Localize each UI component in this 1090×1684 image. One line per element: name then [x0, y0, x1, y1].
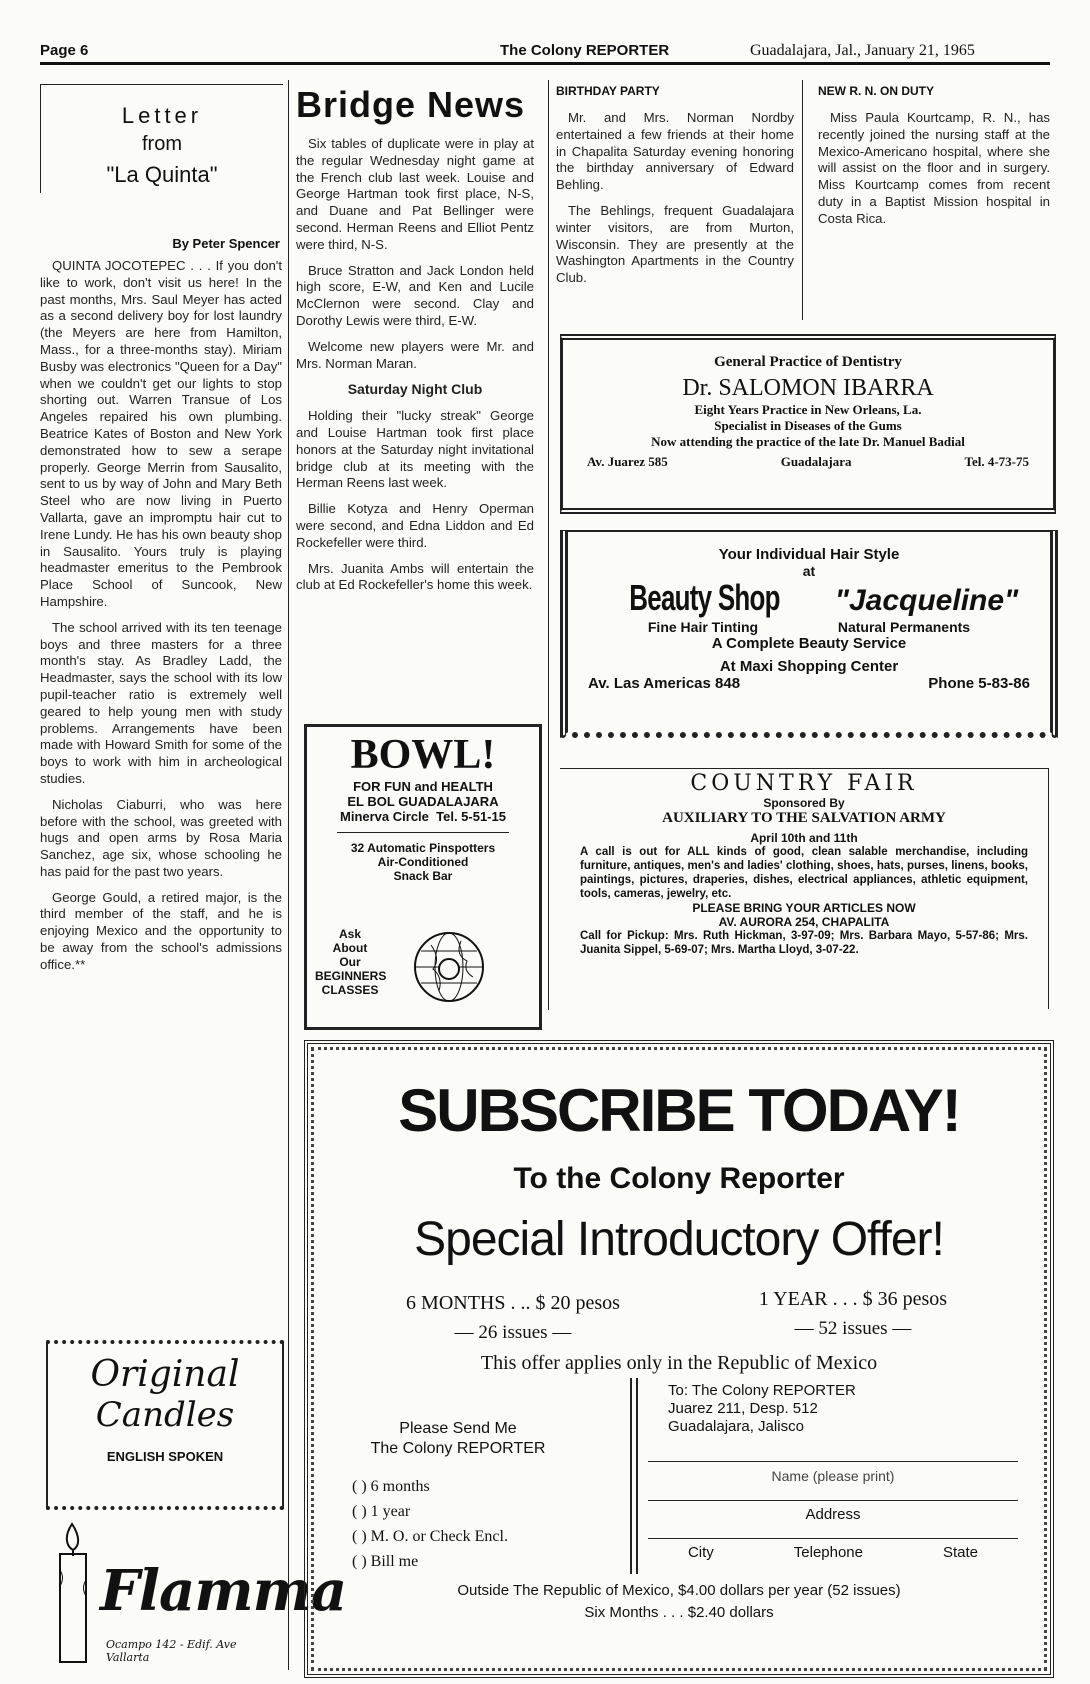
- birthday-title: BIRTHDAY PARTY: [556, 84, 660, 98]
- beauty-center: At Maxi Shopping Center: [719, 658, 899, 675]
- beauty-perms: Natural Permanents: [837, 619, 971, 635]
- beauty-tinting: Fine Hair Tinting: [647, 619, 759, 635]
- candles-ad: [46, 1340, 284, 1510]
- subscribe-applies: This offer applies only in the Republic of Mexico: [480, 1352, 878, 1374]
- dateline: Guadalajara, Jal., January 21, 1965: [750, 42, 975, 59]
- bowl-title: BOWL!: [350, 732, 496, 778]
- birthday-paragraph: Mr. and Mrs. Norman Nordby entertained a few friends at their home in Chapalita Saturday evening honoring the birthday anniversary of Edward Behling.: [556, 110, 794, 193]
- option-six-months[interactable]: ( ) 6 months: [352, 1478, 430, 1495]
- subscribe-to: To the Colony Reporter: [513, 1162, 845, 1195]
- fair-pickup: Call for Pickup: Mrs. Ruth Hickman, 3-97-09; Mrs. Barbara Mayo, 5-57-86; Mrs. Juanita Sippel, 5-69-07; Mrs. Martha Lloyd, 3-07-22.: [580, 930, 1028, 956]
- dentist-ad: [560, 334, 1056, 514]
- bridge-title: Bridge News: [296, 84, 526, 125]
- bowl-phone: Tel. 5-51-15: [436, 809, 506, 824]
- letter-headline-box: [40, 84, 283, 193]
- subscribe-offer: Special Introductory Offer!: [414, 1213, 944, 1266]
- please-send-paper: The Colony REPORTER: [370, 1440, 546, 1457]
- city-line: [648, 1538, 1018, 1539]
- subscription-options: [352, 1474, 508, 1574]
- fair-auxiliary: AUXILIARY TO THE SALVATION ARMY: [662, 810, 946, 826]
- outside-six-months: Six Months . . . $2.40 dollars: [584, 1604, 774, 1621]
- beauty-at: at: [802, 563, 816, 579]
- candles-line2: Candles: [95, 1395, 235, 1435]
- bridge-paragraph: Billie Kotyza and Henry Operman were second, and Edna Liddon and Ed Rockefeller were third.: [296, 501, 534, 550]
- fair-sponsored: Sponsored By: [763, 796, 845, 810]
- form-divider: [630, 1378, 638, 1574]
- column-rule: [802, 80, 803, 320]
- letter-paragraph: QUINTA JOCOTEPEC . . . If you don't like to work, don't visit us here! In the past months, Mrs. Saul Meyer has acted as a second delivery boy for lost laundry (the Meyers are here from Hamilton, Mass., for a three-months stay). Miriam Busby was electronics "Queen for a Day" when we couldn't get our lights to stop shorting out. Warren Transue of Los Angeles repaired his own plumbing. Beatrice Kates of Boston and New York demonstrated how to sew a serape properly. George Merrin from Sausalito, sent to us by way of John and Mary Beth Steel who are now living in Puerto Vallarta, gave an impromptu hair cut to Irene Lundy. He has his own beauty shop in Sausalito. Yours truly is playing headmaster emeritus to the Pembrook Place School of Suncook, New Hampshire.: [40, 258, 282, 609]
- letter-title-from: from: [142, 133, 182, 155]
- bridge-paragraph: Holding their "lucky streak" George and Louise Hartman took first place honors at the Saturday night invitational bridge club at its meeting with the Herman Reens last week.: [296, 408, 534, 491]
- option-one-year[interactable]: ( ) 1 year: [352, 1503, 411, 1520]
- bowl-line2: EL BOL GUADALAJARA: [347, 794, 499, 809]
- bowl-ask-line: Our: [339, 955, 361, 969]
- please-send: Please Send Me: [399, 1420, 517, 1437]
- price-six-months: 6 MONTHS . .. $ 20 pesos: [406, 1292, 620, 1314]
- beauty-ad: [560, 530, 1058, 738]
- dentist-name: Dr. SALOMON IBARRA: [682, 375, 934, 401]
- beauty-name: "Jacqueline": [834, 584, 1019, 617]
- bowl-feature: Air-Conditioned: [377, 855, 469, 869]
- fair-address: AV. AURORA 254, CHAPALITA: [718, 915, 890, 929]
- english-spoken: ENGLISH SPOKEN: [106, 1449, 224, 1464]
- page-number: Page 6: [40, 42, 89, 59]
- nurse-paragraph: Miss Paula Kourtcamp, R. N., has recently joined the nursing staff at the Mexico-Americano hospital, where she will assist on the floor and in surgery. Miss Kourtcamp comes from recent duty in a Baptist Mission hospital in Costa Rica.: [818, 110, 1050, 226]
- letter-paragraph: Nicholas Ciaburri, who was here before with the school, was greeted with hugs and open arms by Rosa Maria Sanchez, age six, whose schooling he has paid for the past two years.: [40, 796, 282, 879]
- dentist-line4: Now attending the practice of the late Dr. Manuel Badial: [651, 434, 965, 449]
- beauty-address: Av. Las Americas 848: [588, 675, 741, 692]
- letter-title-place: "La Quinta": [106, 162, 218, 187]
- dentist-phone: Tel. 4-73-75: [964, 454, 1029, 469]
- name-field[interactable]: Name (please print): [771, 1468, 895, 1484]
- option-bill-me[interactable]: ( ) Bill me: [352, 1553, 419, 1570]
- bowl-ask-line: CLASSES: [321, 983, 379, 997]
- candle-icon: [48, 1520, 98, 1666]
- dentist-line1: General Practice of Dentistry: [714, 354, 902, 370]
- column-rule: [548, 80, 549, 1010]
- telephone-field[interactable]: Telephone: [793, 1544, 863, 1561]
- birthday-paragraph: The Behlings, frequent Guadalajara winter visitors, are from Murton, Wisconsin. They are presently at the Washington Apartments in the Country Club.: [556, 202, 794, 286]
- dentist-city: Guadalajara: [780, 454, 852, 469]
- bridge-paragraph: Six tables of duplicate were in play at the regular Wednesday night game at the French club last week. Louise and George Hartman took first place, N-S, and Duane and Pat Bellinger were second. Herman Reens and Elliot Pentz were third, N-S.: [296, 136, 534, 252]
- letter-paragraph: The school arrived with its ten teenage boys and three masters for a three month's stay. As Bradley Ladd, the Headmaster, says the school with its low pupil-teacher ratio is extremely well geared to help young men with study problems. Arrangements have been made with Howard Smith for some of the boys to work with him in archeological studies.: [40, 619, 282, 786]
- candles-line1: Original: [90, 1354, 240, 1395]
- bridge-paragraph: Bruce Stratton and Jack London held high score, E-W, and Ken and Lucile McClernon were second. Clay and Dorothy Lewis were third, E-W.: [296, 262, 534, 328]
- page-header: [40, 40, 1050, 65]
- fair-bring: PLEASE BRING YOUR ARTICLES NOW: [692, 901, 916, 915]
- fair-body: A call is out for ALL kinds of good, clean salable merchandise, including furniture, antiques, men's and ladies' clothing, shoes, hats, purses, linens, books, paintings, pictures, draperies, dishes, electrical appliances, athletic equipment, tools, cameras, jewelry, etc.: [580, 846, 1028, 900]
- column-rule: [288, 80, 289, 1670]
- beauty-service: A Complete Beauty Service: [711, 635, 907, 652]
- birthday-body: [556, 110, 794, 296]
- letter-body: [40, 258, 282, 983]
- fair-title: COUNTRY FAIR: [690, 771, 918, 796]
- beauty-shop: Beauty Shop: [628, 577, 780, 618]
- flamma-address: Ocampo 142 - Edif. Ave Vallarta: [106, 1638, 237, 1664]
- globe-icon: [411, 929, 487, 1005]
- bridge-paragraph: Welcome new players were Mr. and Mrs. Norman Maran.: [296, 338, 534, 371]
- letter-paragraph: George Gould, a retired major, is the third member of the staff, and he is enjoying Mexico and the opportunity to be away from the school's admissions office.**: [40, 889, 282, 972]
- bridge-subhead: Saturday Night Club: [347, 381, 483, 398]
- option-check[interactable]: ( ) M. O. or Check Encl.: [352, 1528, 508, 1545]
- fair-dates: April 10th and 11th: [750, 831, 858, 845]
- letter-byline: By Peter Spencer: [172, 236, 280, 251]
- nurse-title: NEW R. N. ON DUTY: [818, 84, 934, 98]
- bowl-ask-line: About: [332, 941, 368, 955]
- dentist-line3: Specialist in Diseases of the Gums: [714, 418, 902, 433]
- state-field[interactable]: State: [942, 1544, 978, 1561]
- mail-to-address: [668, 1382, 856, 1436]
- city-fields: [648, 1544, 1018, 1561]
- bowl-location: Minerva Circle: [340, 809, 429, 824]
- beauty-line1: Your Individual Hair Style: [718, 546, 900, 563]
- flamma-ad: [48, 1520, 347, 1670]
- address-line: [648, 1500, 1018, 1501]
- bridge-paragraph: Mrs. Juanita Ambs will entertain the club at Ed Rockefeller's home this week.: [296, 560, 534, 593]
- name-line: [648, 1461, 1018, 1462]
- fair-ad: [560, 768, 1049, 1009]
- bowl-feature: Snack Bar: [393, 869, 453, 883]
- bowl-ask: [315, 927, 385, 997]
- bowl-ask-line: BEGINNERS: [315, 969, 387, 983]
- beauty-phone: Phone 5-83-86: [928, 675, 1030, 692]
- subscribe-ad: [304, 1040, 1054, 1678]
- paper-title: The Colony REPORTER: [500, 42, 670, 59]
- flamma-brand: Flamma: [100, 1558, 347, 1624]
- outside-mexico-price: Outside The Republic of Mexico, $4.00 dollars per year (52 issues): [457, 1582, 901, 1599]
- nurse-body: [818, 110, 1050, 237]
- dentist-line2: Eight Years Practice in New Orleans, La.: [694, 402, 922, 417]
- issues-one-year: — 52 issues —: [794, 1318, 912, 1339]
- subscribe-headline: SUBSCRIBE TODAY!: [398, 1077, 960, 1144]
- letter-title: Letter: [121, 103, 203, 128]
- address-line: Guadalajara, Jalisco: [668, 1418, 804, 1435]
- bridge-body: [296, 136, 534, 603]
- bowl-ad: [304, 724, 542, 1030]
- dentist-address: Av. Juarez 585: [587, 454, 668, 469]
- price-one-year: 1 YEAR . . . $ 36 pesos: [758, 1288, 948, 1310]
- address-field[interactable]: Address: [805, 1506, 861, 1523]
- address-line: To: The Colony REPORTER: [668, 1382, 856, 1399]
- issues-six-months: — 26 issues —: [454, 1322, 572, 1343]
- bowl-line1: FOR FUN and HEALTH: [353, 779, 493, 794]
- bowl-ask-line: Ask: [338, 927, 361, 941]
- bowl-feature: 32 Automatic Pinspotters: [350, 841, 496, 855]
- city-field[interactable]: City: [687, 1544, 714, 1561]
- address-line: Juarez 211, Desp. 512: [668, 1400, 818, 1417]
